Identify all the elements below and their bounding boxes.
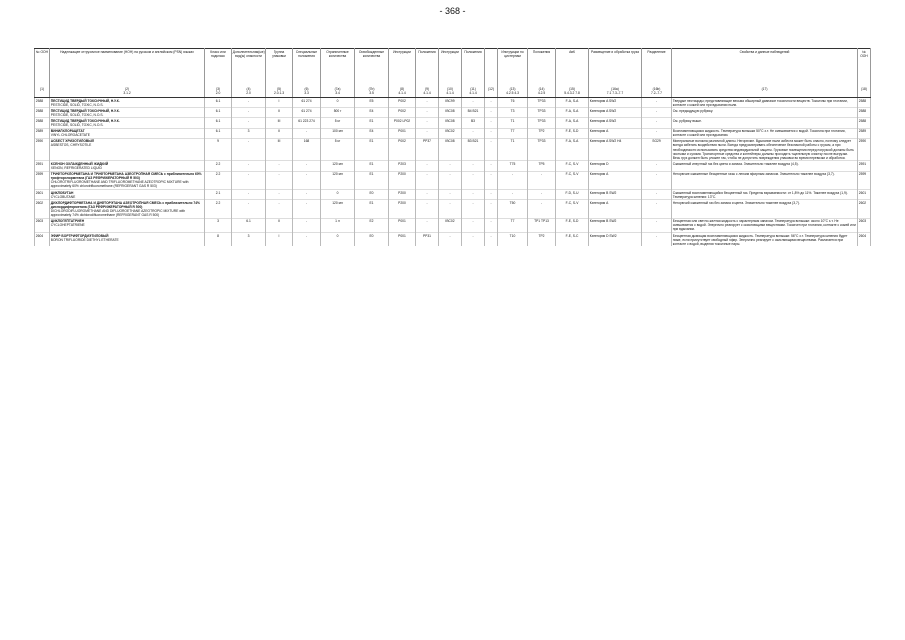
prop-cell: Минеральные волокна различной длины. Негорючие. Вдыхание пыли асбеста может быть опасно, поэтому следует всегда избегать воздействия пыли. Всегда предусматривать обеспечение безопасной работы с грузом, а при необходимости использовать средства индивидуальной защиты. Грузовые помещения перед погрузкой должны быть чистыми и сухими. Транспортные средства и контейнеры должны проходить тщательную очистку после выгрузки. Весь груз должен быть уложен так, чтобы не допустить повреждения упаковки во время перевозки и обработки. bbox=[672, 138, 858, 161]
column-header: Надлежащее отгрузочное наименование (НОН) на русском и английском (PSN) языках bbox=[50, 49, 205, 87]
table-row bbox=[35, 118, 871, 128]
column-header: Инструкции bbox=[439, 49, 462, 87]
eq-cell: E1 bbox=[355, 171, 389, 189]
sub-cell: - bbox=[232, 118, 266, 128]
pg-cell: II bbox=[266, 128, 293, 138]
stow-cell: Категория D SW2 bbox=[589, 233, 642, 247]
un2-cell: 2588 bbox=[858, 108, 871, 118]
shipping-name-cell: ЦИКЛОГЕПТАТРИЕН CYCLOHEPTATRIENE bbox=[50, 218, 205, 232]
tnk-cell: - bbox=[498, 171, 528, 189]
pp-cell: - bbox=[416, 128, 439, 138]
un-cell: 2588 bbox=[35, 108, 50, 118]
tnk-cell: T3 bbox=[498, 108, 528, 118]
column-header: Положения bbox=[462, 49, 485, 87]
ems-cell: F-A, S-A bbox=[556, 98, 589, 108]
seg-cell: - bbox=[642, 161, 672, 171]
sp-cell: 61 274 bbox=[293, 98, 321, 108]
c12-cell: - bbox=[485, 161, 498, 171]
sp-cell: - bbox=[293, 218, 321, 232]
pp-cell: - bbox=[416, 200, 439, 218]
tnk-cell: T7 bbox=[498, 218, 528, 232]
un-cell: 2601 bbox=[35, 190, 50, 200]
un2-cell: 2603 bbox=[858, 218, 871, 232]
pi-cell: P001 bbox=[389, 218, 416, 232]
ibp-cell: - bbox=[462, 233, 485, 247]
pg-cell: II bbox=[266, 108, 293, 118]
ems-cell: F-C, S-V bbox=[556, 161, 589, 171]
un-cell: 2599 bbox=[35, 171, 50, 189]
sub-cell: - bbox=[232, 108, 266, 118]
table-column-code-row bbox=[35, 86, 871, 98]
ibi-cell: - bbox=[439, 233, 462, 247]
seg-cell: - bbox=[642, 128, 672, 138]
column-header: Инструкции bbox=[389, 49, 416, 87]
stow-cell: Категория A bbox=[589, 200, 642, 218]
tp-cell: - bbox=[528, 200, 556, 218]
shipping-name-cell: АСБЕСТ ХРИЗОТИЛОВЫЙ ASBESTOS, CHRYSOTILE bbox=[50, 138, 205, 161]
eq-cell: E1 bbox=[355, 200, 389, 218]
tp-cell: - bbox=[528, 171, 556, 189]
sp-cell: 61 223 274 bbox=[293, 118, 321, 128]
shipping-name-cell: ВИНИЛХЛОРАЦЕТАТ VINYL CHLOROACETATE bbox=[50, 128, 205, 138]
shipping-name-cell: ТРИФТОРХЛОРМЕТАНА И ТРИФТОРМЕТАНА АЗЕОТРОПНАЯ СМЕСЬ с приблизительно 60% трифторхлорметана (ГАЗ РЕФРИЖЕРАТОРНЫЙ R 503) CHLOROTRIFLUOROMETHANE AND TRIFLUOROMETHANE AZEOTROPIC MIXTURE with approximately 60% chlorotrifluoromethane (REFRIGERANT GAS R 503) bbox=[50, 171, 205, 189]
ibp-cell: - bbox=[462, 171, 485, 189]
stow-cell: Категория D bbox=[589, 161, 642, 171]
column-code: (5) 2.0.1.3 bbox=[266, 86, 293, 98]
pi-cell: P200 bbox=[389, 200, 416, 218]
tnk-cell: T6 bbox=[498, 98, 528, 108]
sp-cell: - bbox=[293, 233, 321, 247]
ibp-cell: - bbox=[462, 200, 485, 218]
column-code: (8) 4.1.4 bbox=[389, 86, 416, 98]
ibi-cell: IBC08 bbox=[439, 108, 462, 118]
eq-cell: E2 bbox=[355, 218, 389, 232]
sub-cell: - bbox=[232, 171, 266, 189]
pi-cell: P002 bbox=[389, 138, 416, 161]
c12-cell: - bbox=[485, 218, 498, 232]
ems-cell: F-A, S-A bbox=[556, 108, 589, 118]
seg-cell: SG29 bbox=[642, 138, 672, 161]
sp-cell: 61 274 bbox=[293, 108, 321, 118]
pi-cell: P001 bbox=[389, 233, 416, 247]
lq-cell: 120 мл bbox=[321, 161, 355, 171]
seg-cell: - bbox=[642, 108, 672, 118]
prop-cell: Бесцветная или светло-желтая жидкость с характерным запахом. Температура вспышки: около 10°C з.т. Не смешивается с водой. Энергично реагирует с окисляющими веществами. Токсичен при глотании, контакте с кожей или при вдыхании. bbox=[672, 219, 856, 232]
sub-cell: - bbox=[232, 200, 266, 218]
lq-cell: 1 л bbox=[321, 218, 355, 232]
ibp-cell: - bbox=[462, 128, 485, 138]
column-code: (14) 4.2.5 bbox=[528, 86, 556, 98]
c12-cell: - bbox=[485, 118, 498, 128]
ibp-cell: - bbox=[462, 161, 485, 171]
un2-cell: 2599 bbox=[858, 171, 871, 189]
cls-cell: 2.2 bbox=[205, 171, 232, 189]
pg-cell: II bbox=[266, 218, 293, 232]
eq-cell: E4 bbox=[355, 128, 389, 138]
column-code: (13) 4.2.5 4.3 bbox=[498, 86, 528, 98]
prop-cell: Сжиженный воспламеняющийся бесцветный газ. Пределы взрываемости: от 1,8% до 11%. Тяжелее воздуха (1,9). Температура кипения: 13°C. bbox=[672, 190, 858, 200]
column-header: Дополнительная(ые) вид(ы) опасности bbox=[232, 49, 266, 87]
ems-cell: F-E, S-D bbox=[556, 218, 589, 232]
shipping-name-cell: ЭФИР БОРТРИФТОРДИЭТИЛОВЫЙ BORON TRIFLUORIDE DIETHYL ETHERATE bbox=[50, 233, 205, 247]
un-cell: 2602 bbox=[35, 200, 50, 218]
dangerous-goods-table bbox=[34, 48, 871, 246]
stow-cell: Категория A SW2 bbox=[589, 98, 642, 108]
pg-cell: I bbox=[266, 233, 293, 247]
shipping-name-cell: ПЕСТИЦИД ТВЕРДЫЙ ТОКСИЧНЫЙ, Н.У.К. PESTICIDE, SOLID, TOXIC, N.O.S. bbox=[50, 108, 205, 118]
table-row bbox=[35, 200, 871, 218]
column-code: (10) 4.1.4 bbox=[439, 86, 462, 98]
tnk-cell: T1 bbox=[498, 138, 528, 161]
un2-cell: 2591 bbox=[858, 161, 871, 171]
un2-cell: 2602 bbox=[858, 200, 871, 218]
lq-cell: 500 г bbox=[321, 108, 355, 118]
lq-cell: 0 bbox=[321, 233, 355, 247]
tp-cell: TP2 bbox=[528, 128, 556, 138]
cls-cell: 6.1 bbox=[205, 108, 232, 118]
column-code: (16a) 7.1 7.3–7.7 bbox=[589, 86, 642, 98]
tp-cell: TP33 bbox=[528, 118, 556, 128]
un-cell: 2590 bbox=[35, 138, 50, 161]
c12-cell: - bbox=[485, 138, 498, 161]
pg-cell: - bbox=[266, 190, 293, 200]
un-cell: 2603 bbox=[35, 218, 50, 232]
pi-cell: P200 bbox=[389, 171, 416, 189]
pg-cell: - bbox=[266, 171, 293, 189]
un-cell: 2591 bbox=[35, 161, 50, 171]
cls-cell: 6.1 bbox=[205, 128, 232, 138]
c12-cell: - bbox=[485, 200, 498, 218]
ibp-cell: - bbox=[462, 218, 485, 232]
tnk-cell: T1 bbox=[498, 118, 528, 128]
sp-cell: - bbox=[293, 128, 321, 138]
stow-cell: Категория A SW2 bbox=[589, 108, 642, 118]
ems-cell: F-A, S-A bbox=[556, 138, 589, 161]
seg-cell: - bbox=[642, 171, 672, 189]
column-code: (1) bbox=[35, 86, 50, 98]
cls-cell: 6.1 bbox=[205, 98, 232, 108]
column-header: Инструкции по цистернам bbox=[498, 49, 528, 87]
cls-cell: 2.2 bbox=[205, 161, 232, 171]
ibi-cell: - bbox=[439, 190, 462, 200]
cls-cell: 6.1 bbox=[205, 118, 232, 128]
stow-cell: Категория A SW2 H4 bbox=[589, 138, 642, 161]
table-row bbox=[35, 161, 871, 171]
tnk-cell: T10 bbox=[498, 233, 528, 247]
pi-cell: P200 bbox=[389, 190, 416, 200]
table-body bbox=[35, 98, 871, 247]
eq-cell: E1 bbox=[355, 161, 389, 171]
shipping-name-cell: ДИХЛОРДИФТОРМЕТАНА И ДИФТОРЭТАНА АЗЕОТРОПНАЯ СМЕСЬ с приблизительно 74% дихлордифторметана (ГАЗ РЕФРИЖЕРАТОРНЫЙ R 500) DICHLORODIFLUOROMETHANE AND DIFLUOROETHANE AZEOTROPIC MIXTURE with approximately 74% dichlorodifluoromethane (REFRIGERANT GAS R 500) bbox=[50, 200, 205, 218]
sp-cell: - bbox=[293, 161, 321, 171]
seg-cell: - bbox=[642, 98, 672, 108]
tp-cell: TP33 bbox=[528, 138, 556, 161]
eq-cell: E0 bbox=[355, 190, 389, 200]
sp-cell: - bbox=[293, 190, 321, 200]
tp-cell: TP1 TP13 bbox=[528, 218, 556, 232]
shipping-name-cell: ПЕСТИЦИД ТВЕРДЫЙ ТОКСИЧНЫЙ, Н.У.К. PESTICIDE, SOLID, TOXIC, N.O.S. bbox=[50, 118, 205, 128]
stow-cell: Категория B SW2 bbox=[589, 190, 642, 200]
table-row bbox=[35, 233, 871, 247]
un2-cell: 2604 bbox=[858, 233, 871, 247]
ems-cell: F-A, S-A bbox=[556, 118, 589, 128]
prop-cell: Твердые пестициды; представляющие весьма обширный диапазон токсичности веществ. Токсичны при глотании, контакте с кожей или при вдыхании пыли. bbox=[672, 98, 858, 108]
ibp-cell: - bbox=[462, 190, 485, 200]
column-code: (2) 3.1.2 bbox=[50, 86, 205, 98]
stow-cell: Категория B SW2 bbox=[589, 218, 642, 232]
column-code: (17) bbox=[672, 86, 858, 98]
ibp-cell: B3 bbox=[462, 118, 485, 128]
ems-cell: F-C, S-V bbox=[556, 171, 589, 189]
pp-cell: - bbox=[416, 190, 439, 200]
shipping-name-cell: ПЕСТИЦИД ТВЕРДЫЙ ТОКСИЧНЫЙ, Н.У.К. PESTICIDE, SOLID, TOXIC, N.O.S. bbox=[50, 98, 205, 108]
column-header: Класс или подкласс bbox=[205, 49, 232, 87]
tnk-cell: T50 bbox=[498, 200, 528, 218]
column-header: Ограниченные количества bbox=[321, 49, 355, 87]
pp-cell: - bbox=[416, 171, 439, 189]
seg-cell: - bbox=[642, 218, 672, 232]
sub-cell: - bbox=[232, 161, 266, 171]
seg-cell: - bbox=[642, 118, 672, 128]
tp-cell: TP5 bbox=[528, 161, 556, 171]
shipping-name-cell: КСЕНОН ОХЛАЖДЕННЫЙ ЖИДКИЙ XENON, REFRIGERATED LIQUID bbox=[50, 161, 205, 171]
column-header: Специальные положения bbox=[293, 49, 321, 87]
pp-cell: - bbox=[416, 118, 439, 128]
prop-cell: См. предыдущую рубрику. bbox=[672, 108, 858, 118]
pg-cell: I bbox=[266, 98, 293, 108]
column-code: (9) 4.1.4 bbox=[416, 86, 439, 98]
lq-cell: 100 мл bbox=[321, 128, 355, 138]
prop-cell: Бесцветная дымящая воспламеняющаяся жидкость. Температура вспышки: 56°C з.т. Температура кипения будет ниже, если присутствует свободный эфир. Энергично реагирует с окисляющими веществами. Разлагается при контакте с водой, выделяя токсичные пары. bbox=[672, 233, 858, 247]
table-header-row bbox=[35, 49, 871, 87]
lq-cell: 0 bbox=[321, 190, 355, 200]
column-header: № ООН bbox=[35, 49, 50, 87]
un2-cell: 2589 bbox=[858, 128, 871, 138]
c12-cell: - bbox=[485, 190, 498, 200]
pg-cell: III bbox=[266, 138, 293, 161]
prop-cell: Воспламеняющаяся жидкость. Температура вспышки 50°C з.т. Не смешивается с водой. Токсична при глотании, контакте с кожей или при вдыхании. bbox=[672, 128, 858, 138]
column-code: (7b) 3.5 bbox=[355, 86, 389, 98]
lq-cell: 120 мл bbox=[321, 200, 355, 218]
column-header: № ООН bbox=[858, 49, 871, 87]
sub-cell: 3 bbox=[232, 233, 266, 247]
prop-cell: Негорючие сжиженные бесцветные газы с легким эфирным запахом. Значительно тяжелее воздуха (3,7). bbox=[672, 171, 858, 189]
lq-cell: 0 bbox=[321, 98, 355, 108]
sp-cell: 168 bbox=[293, 138, 321, 161]
column-header: Свойства и данные наблюдений bbox=[672, 49, 858, 87]
seg-cell: - bbox=[642, 200, 672, 218]
table-row bbox=[35, 138, 871, 161]
table-row bbox=[35, 218, 871, 232]
pp-cell: PP37 bbox=[416, 138, 439, 161]
ibp-cell: B4 B21 bbox=[462, 108, 485, 118]
eq-cell: E1 bbox=[355, 138, 389, 161]
sp-cell: - bbox=[293, 200, 321, 218]
c12-cell: - bbox=[485, 108, 498, 118]
column-code: (11) 4.1.4 bbox=[462, 86, 485, 98]
ibi-cell: - bbox=[439, 161, 462, 171]
ibp-cell: - bbox=[462, 98, 485, 108]
table-row bbox=[35, 128, 871, 138]
tnk-cell: - bbox=[498, 190, 528, 200]
sp-cell: - bbox=[293, 171, 321, 189]
stow-cell: Категория A bbox=[589, 128, 642, 138]
ibi-cell: IBC08 bbox=[439, 118, 462, 128]
pp-cell: - bbox=[416, 161, 439, 171]
ems-cell: F-C, S-V bbox=[556, 200, 589, 218]
eq-cell: E4 bbox=[355, 108, 389, 118]
eq-cell: E5 bbox=[355, 98, 389, 108]
column-code: (7a) 3.4 bbox=[321, 86, 355, 98]
pp-cell: PP31 bbox=[416, 233, 439, 247]
stow-cell: Категория A bbox=[589, 171, 642, 189]
ibi-cell: IBC02 bbox=[439, 218, 462, 232]
c12-cell: - bbox=[485, 98, 498, 108]
ibp-cell: B3 B21 bbox=[462, 138, 485, 161]
un2-cell: 2588 bbox=[858, 118, 871, 128]
sub-cell: 6.1 bbox=[232, 218, 266, 232]
lq-cell: 120 мл bbox=[321, 171, 355, 189]
ibi-cell: IBC02 bbox=[439, 128, 462, 138]
pi-cell: P203 bbox=[389, 161, 416, 171]
un2-cell: 2588 bbox=[858, 98, 871, 108]
tnk-cell: T7 bbox=[498, 128, 528, 138]
cls-cell: 9 bbox=[205, 138, 232, 161]
sub-cell: - bbox=[232, 138, 266, 161]
stow-cell: Категория A SW2 bbox=[589, 118, 642, 128]
lq-cell: 5 кг bbox=[321, 118, 355, 128]
pi-cell: P002 bbox=[389, 108, 416, 118]
sub-cell: 3 bbox=[232, 128, 266, 138]
un2-cell: 2601 bbox=[858, 190, 871, 200]
sub-cell: - bbox=[232, 190, 266, 200]
pg-cell: - bbox=[266, 161, 293, 171]
pg-cell: - bbox=[266, 200, 293, 218]
column-code: (3) 2.0 bbox=[205, 86, 232, 98]
pp-cell: - bbox=[416, 98, 439, 108]
column-header: Положения bbox=[416, 49, 439, 87]
pi-cell: P002 LP02 bbox=[389, 118, 416, 128]
lq-cell: 5 кг bbox=[321, 138, 355, 161]
tp-cell: TP33 bbox=[528, 98, 556, 108]
tp-cell: TP33 bbox=[528, 108, 556, 118]
page-number: - 368 - bbox=[439, 6, 466, 16]
un-cell: 2604 bbox=[35, 233, 50, 247]
cls-cell: 2.2 bbox=[205, 200, 232, 218]
column-code: (4) 2.0 bbox=[232, 86, 266, 98]
column-header: Положения bbox=[528, 49, 556, 87]
ems-cell: F-E, S-C bbox=[556, 233, 589, 247]
column-header: Группа упаковки bbox=[266, 49, 293, 87]
column-code: (18) bbox=[858, 86, 871, 98]
ems-cell: F-D, S-U bbox=[556, 190, 589, 200]
c12-cell: - bbox=[485, 171, 498, 189]
ibi-cell: IBC99 bbox=[439, 98, 462, 108]
un-cell: 2588 bbox=[35, 98, 50, 108]
pp-cell: - bbox=[416, 218, 439, 232]
c12-cell: - bbox=[485, 128, 498, 138]
ibi-cell: IBC08 bbox=[439, 138, 462, 161]
prop-cell: Сжиженный инертный газ без цвета и запаха. Значительно тяжелее воздуха (4,5). bbox=[672, 161, 858, 171]
eq-cell: E1 bbox=[355, 118, 389, 128]
table-row bbox=[35, 190, 871, 200]
tp-cell: TP2 bbox=[528, 233, 556, 247]
un-cell: 2589 bbox=[35, 128, 50, 138]
cls-cell: 3 bbox=[205, 218, 232, 232]
ibi-cell: - bbox=[439, 200, 462, 218]
column-header: Размещение и обработка груза bbox=[589, 49, 642, 87]
pi-cell: P002 bbox=[389, 98, 416, 108]
column-header bbox=[485, 49, 498, 87]
cls-cell: 8 bbox=[205, 233, 232, 247]
un2-cell: 2590 bbox=[858, 138, 871, 161]
column-code: (15) 5.4.3.2 7.8 bbox=[556, 86, 589, 98]
tp-cell: - bbox=[528, 190, 556, 200]
prop-cell: Негорючий сжиженный газ без запаха и цвета. Значительно тяжелее воздуха (3,7). bbox=[672, 200, 858, 218]
ems-cell: F-E, S-D bbox=[556, 128, 589, 138]
column-code: (16b) 7.2–7.7 bbox=[642, 86, 672, 98]
column-header: АвК bbox=[556, 49, 589, 87]
table-row bbox=[35, 98, 871, 108]
table-row bbox=[35, 108, 871, 118]
column-code: (6) 3.3 bbox=[293, 86, 321, 98]
prop-cell: См. рубрику выше. bbox=[672, 118, 858, 128]
pg-cell: III bbox=[266, 118, 293, 128]
eq-cell: E0 bbox=[355, 233, 389, 247]
seg-cell: - bbox=[642, 190, 672, 200]
tnk-cell: T75 bbox=[498, 161, 528, 171]
seg-cell: - bbox=[642, 233, 672, 247]
column-header: Разделение bbox=[642, 49, 672, 87]
shipping-name-cell: ЦИКЛОБУТАН CYCLOBUTANE bbox=[50, 190, 205, 200]
ibi-cell: - bbox=[439, 171, 462, 189]
pi-cell: P001 bbox=[389, 128, 416, 138]
un-cell: 2588 bbox=[35, 118, 50, 128]
cls-cell: 2.1 bbox=[205, 190, 232, 200]
sub-cell: - bbox=[232, 98, 266, 108]
column-code: (12) bbox=[485, 86, 498, 98]
pp-cell: - bbox=[416, 108, 439, 118]
c12-cell: - bbox=[485, 233, 498, 247]
table-row bbox=[35, 171, 871, 189]
column-header: Освобожденные количества bbox=[355, 49, 389, 87]
